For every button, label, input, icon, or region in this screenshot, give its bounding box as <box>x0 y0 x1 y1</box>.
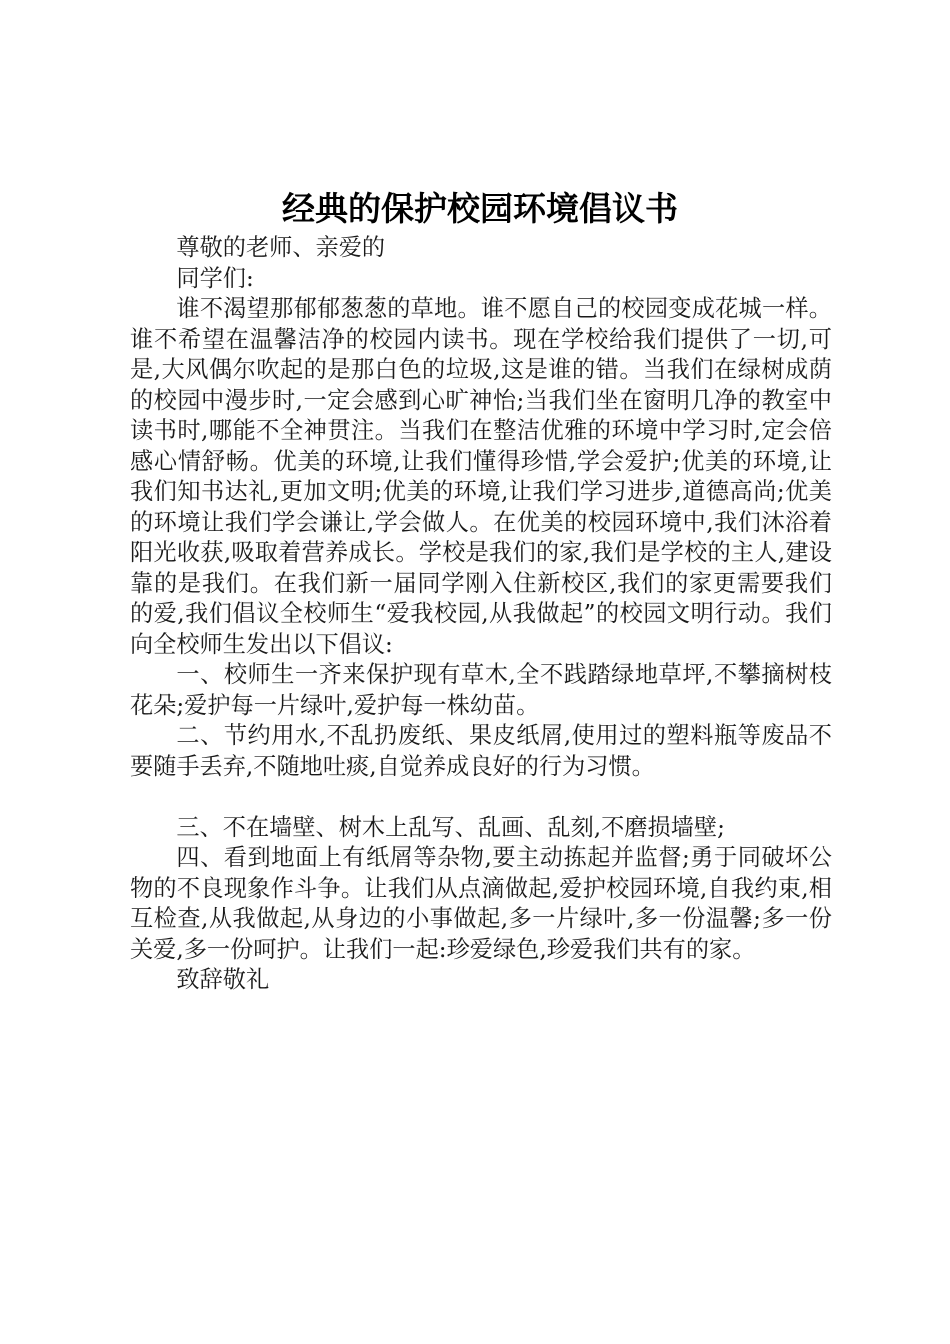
salutation-line-1: 尊敬的老师、亲爱的 <box>176 234 386 261</box>
closing-line: 致辞敬礼 <box>176 966 270 993</box>
proposal-item-2: 二、节约用水,不乱扔废纸、果皮纸屑,使用过的塑料瓶等废品不要随手丢弃,不随地吐痰,自觉养成良好的行为习惯。 <box>130 722 832 780</box>
document-title: 经典的保护校园环境倡议书 <box>282 189 678 228</box>
salutation-line-2: 同学们: <box>176 264 254 292</box>
proposal-item-3: 三、不在墙壁、树木上乱写、乱画、乱刻,不磨损墙壁; <box>176 813 725 841</box>
proposal-item-1: 一、校师生一齐来保护现有草木,全不践踏绿地草坪,不攀摘树枝花朵;爱护每一片绿叶,爱护每一株幼苗。 <box>130 661 832 719</box>
paragraph-gap <box>130 782 832 813</box>
intro-paragraph: 谁不渴望那郁郁葱葱的草地。谁不愿自己的校园变成花城一样。谁不希望在温馨洁净的校园内读书。现在学校给我们提供了一切,可是,大风偶尔吹起的是那白色的垃圾,这是谁的错。当我们在绿树成荫的校园中漫步时,一定会感到心旷神怡;当我们坐在窗明几净的教室中读书时,哪能不全神贯注。当我们在整洁优雅的环境中学习时,定会倍感心情舒畅。优美的环境,让我们懂得珍惜,学会爱护;优美的环境,让我们知书达礼,更加文明;优美的环境,让我们学习进步,道德高尚;优美的环境让我们学会谦让,学会做人。在优美的校园环境中,我们沐浴着阳光收获,吸取着营养成长。学校是我们的家,我们是学校的主人,建设靠的是我们。在我们新一届同学刚入住新校区,我们的家更需要我们的爱,我们倡议全校师生“爱我校园,从我做起”的校园文明行动。我们向全校师生发出以下倡议: <box>130 295 832 658</box>
document-body <box>130 233 832 996</box>
proposal-item-4: 四、看到地面上有纸屑等杂物,要主动拣起并监督;勇于同破坏公物的不良现象作斗争。让我们从点滴做起,爱护校园环境,自我约束,相互检查,从我做起,从身边的小事做起,多一片绿叶,多一份温馨;多一份关爱,多一份呵护。让我们一起:珍爱绿色,珍爱我们共有的家。 <box>130 844 832 963</box>
